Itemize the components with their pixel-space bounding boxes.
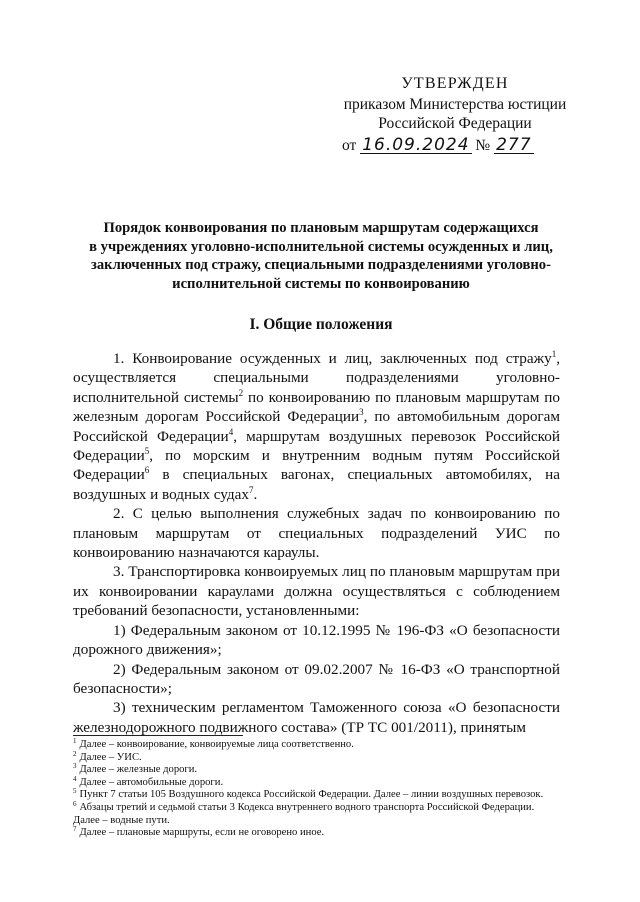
- approval-line-1: приказом Министерства юстиции: [343, 96, 567, 113]
- paragraph-4: 1) Федеральным законом от 10.12.1995 № 196-ФЗ «О безопасности дорожного движения»;: [73, 621, 560, 659]
- document-title: [70, 219, 572, 293]
- footnote-ref-1: 1: [551, 349, 557, 359]
- section-heading: I. Общие положения: [249, 316, 393, 333]
- approval-stamp: [330, 74, 580, 155]
- paragraph-1-text-g: в специальных вагонах, специальных автомобилях, на воздушных и водных судах: [73, 466, 560, 503]
- paragraph-6: 3) техническим регламентом Таможенного союза «О безопасности железнодорожного подвижного состава» (ТР ТС 001/2011), принятым: [73, 699, 560, 736]
- footnote-text: Далее – конвоирование, конвоируемые лица соответственно.: [79, 739, 354, 750]
- paragraph-1-text-f: , по морским и внутренним водным путям Российской Федерации: [73, 447, 560, 484]
- footnote: [73, 774, 563, 790]
- document-body: [73, 349, 560, 737]
- footnote-number: 4: [73, 774, 77, 783]
- footnote-number: 6: [73, 799, 77, 808]
- paragraph-3: 3. Транспортировка конвоируемых лиц по плановым маршрутам при их конвоировании караулами должна осуществляться с соблюдением требований безопасности, установленными:: [73, 563, 560, 620]
- footnote: [73, 739, 563, 752]
- approval-date-row: [330, 136, 580, 155]
- paragraph-1-text-c: по конвоированию по плановым маршрутам по железным дорогам Российской Федерации: [73, 388, 560, 426]
- title-line-2: в учреждениях уголовно-исполнительной системы осужденных и лиц,: [89, 238, 553, 255]
- footnote-text: Далее – автомобильные дороги.: [79, 776, 224, 788]
- footnote-separator: [73, 735, 243, 736]
- paragraph-5: 2) Федеральным законом от 09.02.2007 № 16-ФЗ «О транспортной безопасности»;: [73, 660, 560, 697]
- footnotes: [73, 739, 563, 840]
- footnote-number: 2: [73, 749, 77, 758]
- footnote-ref-5: 5: [144, 446, 150, 457]
- paragraph-1: [73, 349, 560, 504]
- footnote: [73, 827, 563, 840]
- footnote: [73, 749, 563, 765]
- title-line-1: Порядок конвоирования по плановым маршрутам содержащихся: [103, 220, 539, 236]
- footnote-ref-2: 2: [238, 387, 244, 398]
- title-line-3: заключенных под стражу, специальными подразделениями уголовно-: [91, 257, 551, 273]
- footnote-number: 3: [73, 762, 77, 771]
- paragraph-1-text-e: , маршрутам воздушных перевозок Российской Федерации: [73, 427, 561, 465]
- handwritten-number: 277: [496, 135, 532, 155]
- footnote-number: 1: [73, 737, 77, 745]
- footnote: [73, 764, 563, 777]
- footnote: [73, 789, 563, 802]
- footnote-number: 5: [73, 787, 77, 796]
- number-prefix: №: [475, 137, 491, 154]
- approval-heading: УТВЕРЖДЕН: [401, 75, 509, 92]
- footnote-ref-4: 4: [228, 426, 234, 437]
- footnote: [73, 799, 563, 827]
- paragraph-1-text-d: , по автомобильным дорогам Российской Федерации: [73, 408, 560, 445]
- date-prefix: от: [342, 137, 357, 154]
- footnote-text: Далее – железные дороги.: [79, 764, 198, 776]
- approval-line-2: Российской Федерации: [378, 115, 532, 132]
- footnote-ref-6: 6: [144, 465, 150, 476]
- footnote-ref-3: 3: [359, 407, 364, 418]
- paragraph-2: 2. С целью выполнения служебных задач по конвоированию по плановым маршрутам от специальных подразделений УИС по конвоированию назначаются караулы.: [73, 505, 560, 562]
- paragraph-1-text-a: 1. Конвоирование осужденных и лиц, заключенных под стражу: [113, 350, 552, 367]
- title-line-4: исполнительной системы по конвоированию: [172, 275, 470, 292]
- paragraph-1-text-b: , осуществляется специальными подразделениями уголовно-исполнительной системы: [73, 350, 560, 406]
- paragraph-1-text-h: .: [253, 485, 258, 503]
- footnote-ref-7: 7: [248, 484, 254, 495]
- footnote-text: Далее – УИС.: [79, 751, 142, 763]
- handwritten-date: 16.09.2024: [362, 135, 470, 155]
- footnote-text: Далее – плановые маршруты, если не оговорено иное.: [79, 827, 325, 839]
- footnote-number: 7: [73, 825, 77, 834]
- footnote-text: Пункт 7 статьи 105 Воздушного кодекса Российской Федерации. Далее – линии воздушных перевозок.: [79, 789, 544, 801]
- footnote-text: Абзацы третий и седьмой статьи 3 Кодекса внутреннего водного транспорта Российской Федерации. Далее – водные пути.: [73, 801, 535, 826]
